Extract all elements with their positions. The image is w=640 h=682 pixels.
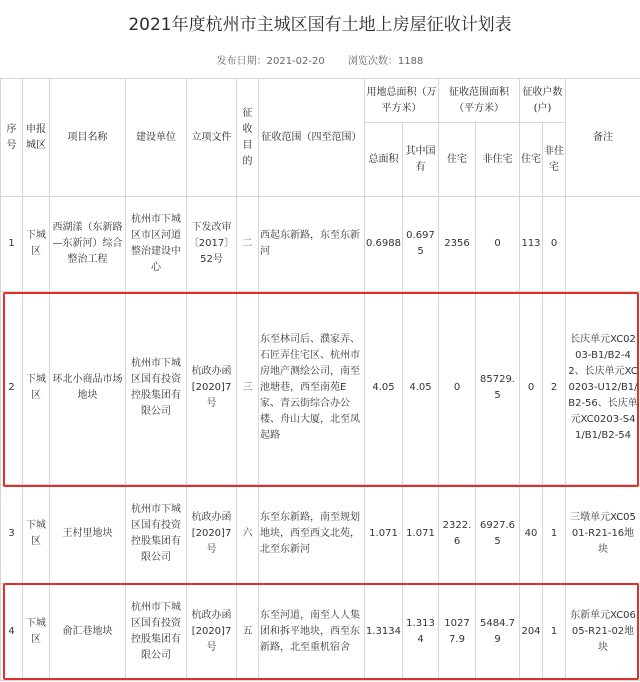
- view-count: 浏览次数：1188: [347, 56, 424, 67]
- cell-scope: 西起东新路，东至东新河: [259, 197, 365, 292]
- cell-seq: 4: [1, 584, 23, 681]
- cell-purpose: 六: [237, 485, 259, 584]
- header-hh-res: 住宅: [520, 123, 543, 197]
- cell-project: 王村里地块: [50, 485, 126, 584]
- header-land-total: 总面积: [365, 123, 403, 197]
- cell-seq: 1: [1, 197, 23, 292]
- header-district: 申报城区: [23, 79, 50, 197]
- cell-scope: 东至河道，南至人人集团和拆平地块，西至东新路，北至重机宿舍: [259, 584, 365, 681]
- cell-land-state: 4.05: [403, 292, 439, 485]
- page-meta: [0, 52, 640, 67]
- cell-district: 下城区: [23, 197, 50, 292]
- table-row: [1, 584, 640, 681]
- cell-seq: 2: [1, 292, 23, 485]
- header-land-area: 用地总面积（万平方米）: [365, 79, 439, 123]
- cell-purpose: 三: [237, 292, 259, 485]
- expropriation-plan-table: [0, 78, 640, 681]
- cell-project: 俞汇巷地块: [50, 584, 126, 681]
- cell-land-total: 1.3134: [365, 584, 403, 681]
- table-row: [1, 292, 640, 485]
- cell-land-state: 1.3134: [403, 584, 439, 681]
- header-approval: 立项文件: [187, 79, 237, 197]
- cell-land-total: 1.071: [365, 485, 403, 584]
- cell-hh-res: 204: [520, 584, 543, 681]
- cell-project: 西湖漾（东新路—东新河）综合整治工程: [50, 197, 126, 292]
- header-non-residential: 非住宅: [476, 123, 520, 197]
- header-land-state: 其中国有: [403, 123, 439, 197]
- cell-project: 环北小商品市场地块: [50, 292, 126, 485]
- cell-purpose: 五: [237, 584, 259, 681]
- cell-scope: 东至东新路，南至规划地块，西至西文北苑，北至东新河: [259, 485, 365, 584]
- header-scope: 征收范围（四至范围）: [259, 79, 365, 197]
- cell-non-residential: 6927.65: [476, 485, 520, 584]
- header-seq: 序号: [1, 79, 23, 197]
- cell-builder: 杭州市下城区国有投资控股集团有限公司: [126, 292, 187, 485]
- cell-residential: 2322.6: [439, 485, 476, 584]
- cell-approval: 杭政办函[2020]7号: [187, 584, 237, 681]
- cell-non-residential: 0: [476, 197, 520, 292]
- cell-seq: 3: [1, 485, 23, 584]
- cell-residential: 2356: [439, 197, 476, 292]
- page-title: 2021年度杭州市主城区国有土地上房屋征收计划表: [128, 15, 512, 35]
- cell-approval: 杭政办函[2020]7号: [187, 292, 237, 485]
- cell-remark: 东新单元XC0605-R21-02地块: [566, 584, 640, 681]
- cell-hh-res: 113: [520, 197, 543, 292]
- cell-residential: 10277.9: [439, 584, 476, 681]
- header-expro-area: 征收范围面积（平方米）: [439, 79, 520, 123]
- cell-scope: 东至林司后、濮家弄、石匠弄住宅区、杭州市房地产测绘公司，南至池塘巷，西至南苑E家、青云街综合办公楼、舟山大厦，北至凤起路: [259, 292, 365, 485]
- cell-land-total: 4.05: [365, 292, 403, 485]
- cell-district: 下城区: [23, 485, 50, 584]
- cell-builder: 杭州市下城区市区河道整治建设中心: [126, 197, 187, 292]
- cell-remark: 三墩单元XC0501-R21-16地块: [566, 485, 640, 584]
- cell-remark: [566, 197, 640, 292]
- cell-approval: 杭政办函[2020]7号: [187, 485, 237, 584]
- cell-purpose: 二: [237, 197, 259, 292]
- cell-land-state: 1.071: [403, 485, 439, 584]
- cell-non-residential: 5484.79: [476, 584, 520, 681]
- cell-residential: 0: [439, 292, 476, 485]
- cell-land-state: 0.6975: [403, 197, 439, 292]
- publish-date: 发布日期：2021-02-20: [216, 56, 325, 67]
- header-builder: 建设单位: [126, 79, 187, 197]
- cell-district: 下城区: [23, 292, 50, 485]
- cell-hh-nonres: 2: [543, 292, 566, 485]
- header-residential: 住宅: [439, 123, 476, 197]
- cell-approval: 下发改审〔2017〕52号: [187, 197, 237, 292]
- cell-hh-nonres: 1: [543, 485, 566, 584]
- header-remark: 备注: [566, 79, 640, 197]
- header-hh-nonres: 非住宅: [543, 123, 566, 197]
- table-row: [1, 485, 640, 584]
- cell-hh-nonres: 0: [543, 197, 566, 292]
- header-project: 项目名称: [50, 79, 126, 197]
- cell-land-total: 0.6988: [365, 197, 403, 292]
- cell-hh-res: 0: [520, 292, 543, 485]
- cell-builder: 杭州市下城区国有投资控股集团有限公司: [126, 485, 187, 584]
- cell-builder: 杭州市下城区国有投资控股集团有限公司: [126, 584, 187, 681]
- header-households: 征收户数(户): [520, 79, 566, 123]
- cell-non-residential: 85729.5: [476, 292, 520, 485]
- table-row: [1, 197, 640, 292]
- cell-hh-res: 40: [520, 485, 543, 584]
- cell-hh-nonres: 1: [543, 584, 566, 681]
- header-purpose: 征收目的: [237, 79, 259, 197]
- cell-remark: 长庆单元XC0203-B1/B2-42、长庆单元XC0203-U12/B1/B2-56、长庆单元XC0203-S41/B1/B2-54: [566, 292, 640, 485]
- cell-district: 下城区: [23, 584, 50, 681]
